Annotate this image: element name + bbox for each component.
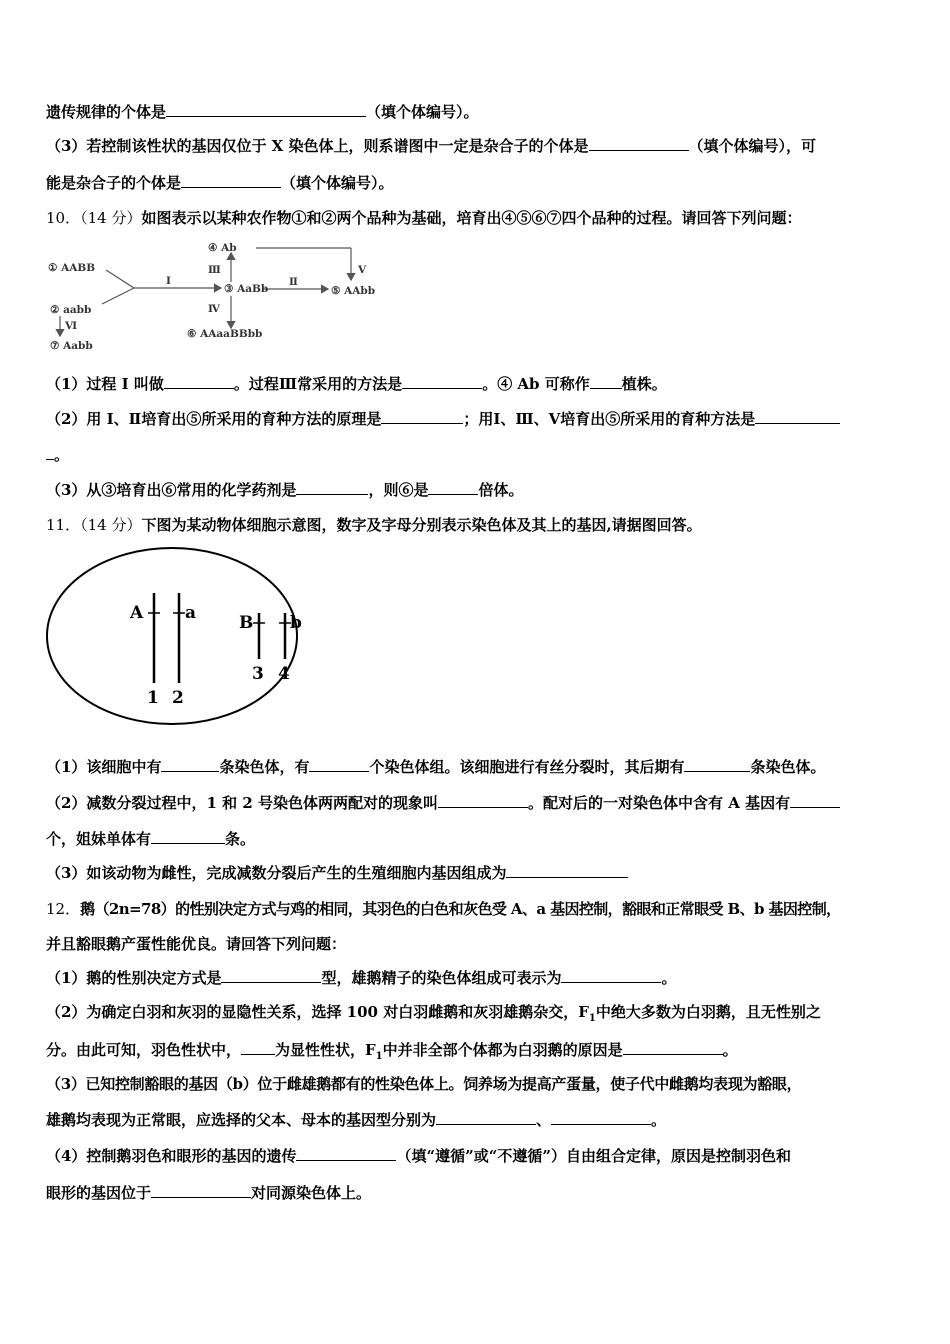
q12-part-1 [46,967,910,989]
question-stem: 如图表示以某种农作物①和②两个品种为基础，培育出④⑤⑥⑦四个品种的过程。请回答下列问题： [141,209,802,227]
answer-blank[interactable] [151,828,225,844]
text: （填个体编号）。 [366,103,479,121]
answer-blank[interactable] [161,756,219,772]
text: （填“遵循”或“不遵循”）自由组合定律，原因是控制羽色和 [396,1147,791,1165]
answer-blank[interactable] [436,1109,536,1125]
answer-blank[interactable] [221,967,321,983]
text: ；用Ⅰ、Ⅲ、Ⅴ培育出⑤所采用的育种方法是 [463,410,756,428]
text: 条染色体，有 [219,758,310,776]
text: 中并非全部个体都为白羽鹅的原因是 [382,1041,623,1059]
q10-part-1 [46,373,910,395]
text: 雄鹅均表现为正常眼，应选择的父本、母本的基因型分别为 [46,1111,437,1129]
q9-line-3 [46,172,910,194]
q12-part-3 [46,1073,930,1095]
answer-blank[interactable] [151,1182,251,1198]
node-3: ③ AaBb [224,283,269,295]
answer-blank[interactable] [755,408,840,424]
text: 个染色体组。该细胞进行有丝分裂时，其后期有 [369,758,685,776]
q11-part-2-cont [46,828,910,850]
answer-blank[interactable] [164,373,234,389]
text: 条。 [225,830,256,848]
q10-part-2 [46,408,910,430]
chromosome-3-label: 3 [252,664,264,684]
cell-diagram [44,545,306,730]
question-number: 12． [46,900,81,918]
answer-blank[interactable] [296,479,368,495]
q9-line-2 [46,135,910,157]
answer-blank[interactable] [623,1039,723,1055]
q12-stem-1 [46,898,930,920]
q10-part-2-cont [46,444,910,466]
text: 。过程Ⅲ常采用的方法是 [233,375,403,393]
text: 植株。 [621,375,667,393]
text: 。④ Ab 可称作 [482,375,590,393]
gene-B-label: B [239,613,254,633]
text: （2）用 I、Ⅱ培育出⑤所采用的育种方法的原理是 [46,410,382,428]
answer-blank[interactable] [561,967,661,983]
answer-blank[interactable] [166,101,366,117]
text: 遗传规律的个体是 [46,103,167,121]
q12-part-2 [46,1001,910,1030]
answer-blank[interactable] [428,479,478,495]
text: （填个体编号）。 [281,174,394,192]
gene-A-label: A [130,603,144,623]
text: 个，姐妹单体有 [46,830,152,848]
text: 分。由此可知，羽色性状中， [46,1041,242,1059]
text: 。配对后的一对染色体中含有 A 基因有 [527,794,791,812]
text: （2）为确定白羽和灰羽的显隐性关系，选择 100 对白羽雌鹅和灰羽雄鹅杂交，F [46,1003,589,1021]
q12-part-4-cont [46,1182,910,1204]
text: 为显性性状，F [275,1041,376,1059]
text: 中绝大多数为白羽鹅，且无性别之 [595,1003,821,1021]
answer-blank[interactable] [296,1145,396,1161]
chromosome-4-label: 4 [278,664,290,684]
question-number: 10．（14 分） [46,209,142,227]
chromosome-1-label: 1 [147,688,159,708]
answer-blank[interactable] [46,444,54,460]
text: 眼形的基因位于 [46,1184,152,1202]
answer-blank[interactable] [241,1039,275,1055]
question-stem: 下图为某动物体细胞示意图，数字及字母分别表示染色体及其上的基因,请据图回答。 [141,516,702,534]
node-4: ④ Ab [208,242,237,254]
q9-line-1 [46,101,910,123]
text: 型，雄鹅精子的染色体组成可表示为 [321,969,562,987]
text: 。 [651,1111,667,1129]
answer-blank[interactable] [790,792,840,808]
text: （1）过程 I 叫做 [46,375,164,393]
q12-stem-2 [46,933,910,955]
subscript: 1 [588,1013,596,1024]
q12-part-4 [46,1145,910,1167]
step-1-label: Ⅰ [166,275,171,287]
answer-blank[interactable] [381,408,463,424]
step-2-label: Ⅱ [289,276,298,288]
text: （3）从③培育出⑥常用的化学药剂是 [46,481,297,499]
text: （3）如该动物为雌性，完成减数分裂后产生的生殖细胞内基因组成为 [46,864,507,882]
text: （3）若控制该性状的基因仅位于 X 染色体上，则系谱图中一定是杂合子的个体是 [46,137,589,155]
text: ，则⑥是 [368,481,429,499]
node-5: ⑤ AAbb [331,285,376,297]
text: 。 [722,1041,738,1059]
text: （1）该细胞中有 [46,758,162,776]
answer-blank[interactable] [684,756,750,772]
answer-blank[interactable] [438,792,528,808]
question-number: 11．（14 分） [46,516,142,534]
q11-part-1 [46,756,910,778]
q11-stem [46,514,910,536]
q11-part-3 [46,862,910,884]
text: （3）已知控制豁眼的基因（b）位于雌雄鹅都有的性染色体上。饲养场为提高产蛋量，使子代中雌鹅均表现为豁眼， [46,1075,802,1093]
step-4-label: Ⅳ [208,303,220,315]
q11-part-2 [46,792,910,814]
question-stem: 鹅（2n=78）的性别决定方式与鸡的相同，其羽色的白色和灰色受 A、a 基因控制，豁眼和正常眼受 B、b 基因控制， [80,900,841,918]
text: （4）控制鹅羽色和眼形的基因的遗传 [46,1147,297,1165]
answer-blank[interactable] [506,862,628,878]
text: （1）鹅的性别决定方式是 [46,969,222,987]
node-7: ⑦ Aabb [50,340,93,352]
step-5-label: Ⅴ [358,264,367,276]
breeding-diagram [46,238,396,353]
text: 、 [536,1111,552,1129]
q10-stem [46,207,910,229]
gene-a-label: a [185,603,197,623]
step-3-label: Ⅲ [208,264,221,276]
text: （2）减数分裂过程中，1 和 2 号染色体两两配对的现象叫 [46,794,438,812]
q12-part-2-cont [46,1039,910,1068]
text: 能是杂合子的个体是 [46,174,182,192]
text: 倍体。 [478,481,524,499]
text: 。 [54,446,70,464]
answer-blank[interactable] [590,373,622,389]
subscript: 1 [375,1051,383,1062]
node-1: ① AABB [48,262,96,274]
step-6-label: Ⅵ [65,320,78,332]
question-stem: 并且豁眼鹅产蛋性能优良。请回答下列问题： [46,935,347,953]
text: 。 [661,969,677,987]
answer-blank[interactable] [589,135,689,151]
node-2: ② aabb [50,304,92,316]
answer-blank[interactable] [402,373,482,389]
answer-blank[interactable] [309,756,369,772]
q10-part-3 [46,479,910,501]
q12-part-3-cont [46,1109,910,1131]
text: 条染色体。 [750,758,826,776]
text: 对同源染色体上。 [251,1184,372,1202]
answer-blank[interactable] [551,1109,651,1125]
node-6: ⑥ AAaaBBbb [187,328,263,340]
chromosome-2-label: 2 [172,688,184,708]
answer-blank[interactable] [181,172,281,188]
text: （填个体编号），可 [688,137,817,155]
gene-b-label: b [290,613,302,633]
